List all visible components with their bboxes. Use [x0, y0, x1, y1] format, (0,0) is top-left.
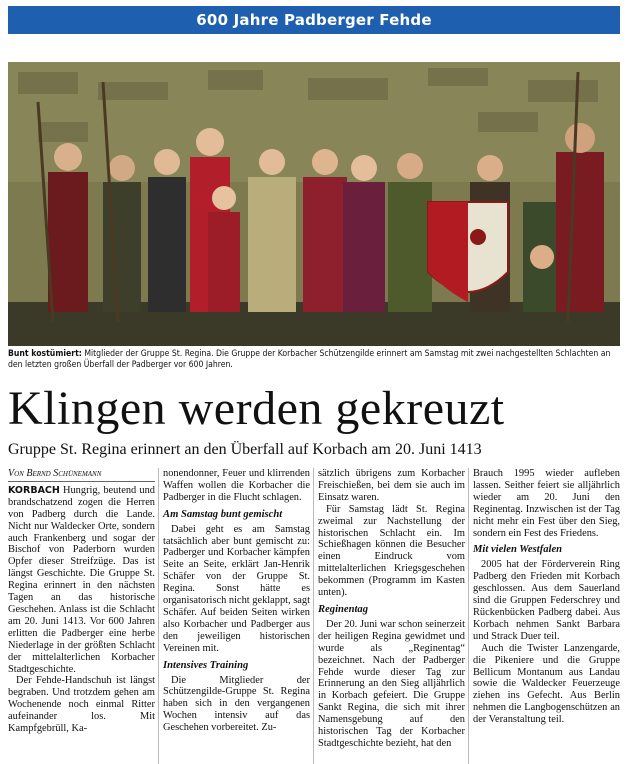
section-heading: Reginentag	[318, 603, 369, 615]
section-heading: Mit vielen Westfalen	[473, 544, 563, 556]
article-column-1	[8, 468, 155, 735]
paragraph: nonendonner, Feuer und klirrenden Waffen wollen die Korbacher die Padberger in die Flucht schlagen.	[163, 468, 310, 503]
caption-text: Mitglieder der Gruppe St. Regina. Die Gruppe der Korbacher Schützengilde erinnert am Samstag mit zwei nachgestellten Schlachten an den letzten großen Überfall der Padberger vor 600 Jahren.	[8, 349, 611, 370]
paragraph: Der 20. Juni war schon seinerzeit der heiligen Regina gewidmet und wurde als „Reginentag“ bezeichnet. Nach der Padberger Fehde wurde dieser Tag zur Erinnerung an den Sieg alljährlich in Korbach gefeiert. Die Gruppe Sankt Regina, die sich mit ihrer Namensgebung auf den historischen Tag der Korbacher Stadtgeschichte bezieht, hat den	[318, 618, 465, 749]
column-divider	[313, 468, 314, 764]
group-photo	[8, 62, 620, 346]
article-subhead: Gruppe St. Regina erinnert an den Überfall auf Korbach am 20. Juni 1413	[8, 441, 482, 458]
article-headline: Klingen werden gekreuzt	[8, 382, 505, 435]
paragraph: Auch die Twister Lanzengarde, die Pikeniere und die Gruppe Bellicum Montanum aus Landau sowie die Waldecker Feuerzeuge ziehen ins Gefecht. Aus Berlin nehmen die Langbogenschützen an der Veranstaltung teil.	[473, 642, 620, 726]
paragraph: Die Mitglieder der Schützengilde-Gruppe St. Regina haben sich in den vergangenen Wochen intensiv auf das Geschehen vorbereitet. Zu-	[163, 674, 310, 734]
paragraph: Für Samstag lädt St. Regina zweimal zur Nachstellung der historischen Schlacht ein. Im Schießhagen können die Besucher einen Eindruck vom mittelalterlichen Kriegsgeschehen bekommen (Programm im Kasten unten).	[318, 503, 465, 599]
paragraph	[8, 485, 155, 676]
column-divider	[158, 468, 159, 764]
article-column-4	[473, 468, 620, 726]
article-column-2	[163, 468, 310, 734]
paragraph: 2005 hat der Förderverein Ring Padberg den Frieden mit Korbach geschlossen. Aus dem Sauerland sind die Gruppen Federschrey und Rückenbücken Padberg dabei. Aus Korbach nehmen Sankt Barbara und Strack Duer teil.	[473, 559, 620, 642]
paragraph: Brauch 1995 wieder aufleben lassen. Seither feiert sie alljährlich wieder am 20. Juni den Reginentag. Inzwischen ist der Tag nicht mehr ein Fest über den Sieg, sondern ein Fest des Friedens.	[473, 468, 620, 539]
photo-caption	[8, 349, 620, 371]
article-column-3	[318, 468, 465, 750]
paragraph-text: Hungrig, beutend und brandschatzend zogen die Herren von Padberg durch die Lande. Nicht nur Waldecker Orte, sondern auch Frankenberg und sogar der Bischof von Paderborn wurden Opfer dieser Streifzüge. Das ist längst Geschichte. Die Gruppe St. Regina erinnert in den nächsten Tagen an das historische Geschehen. Anlass ist die Schlacht am 20. Juni 1413. Vor 600 Jahren erlitten die Padberger eine herbe Niederlage in der größten Schlacht der mittelalterlichen Korbacher Stadtgeschichte.	[8, 484, 155, 675]
section-heading: Am Samstag bunt gemischt	[163, 508, 283, 520]
section-banner: 600 Jahre Padberger Fehde	[8, 6, 620, 34]
paragraph: sätzlich übrigens zum Korbacher Freischießen, bei dem sie auch im Einsatz waren.	[318, 468, 465, 503]
caption-lead: Bunt kostümiert:	[8, 349, 82, 359]
paragraph: Dabei geht es am Samstag tatsächlich aber bunt gemischt zu: Padberger und Korbacher kämpfen Seite an Seite, erklärt Jan-Henrik Schäfer von der Gruppe St. Regina. Sonst hätte es organisatorisch nicht geklappt, sagt Schäfer. Auf beiden Seiten wirken also Korbacher und Padberger aus den jeweiligen historischen Vereinen mit.	[163, 523, 310, 654]
section-heading: Intensives Training	[163, 659, 249, 671]
byline: Von Bernd Schünemann	[8, 468, 155, 482]
paragraph: Der Fehde-Handschuh ist längst begraben. Und trotzdem gehen am Wochenende noch einmal Ritter aufeinander los. Mit Kampfgebrüll, Ka-	[8, 675, 155, 735]
dateline: KORBACH	[8, 484, 60, 496]
costumed-group-illustration	[8, 62, 620, 346]
column-divider	[468, 468, 469, 764]
